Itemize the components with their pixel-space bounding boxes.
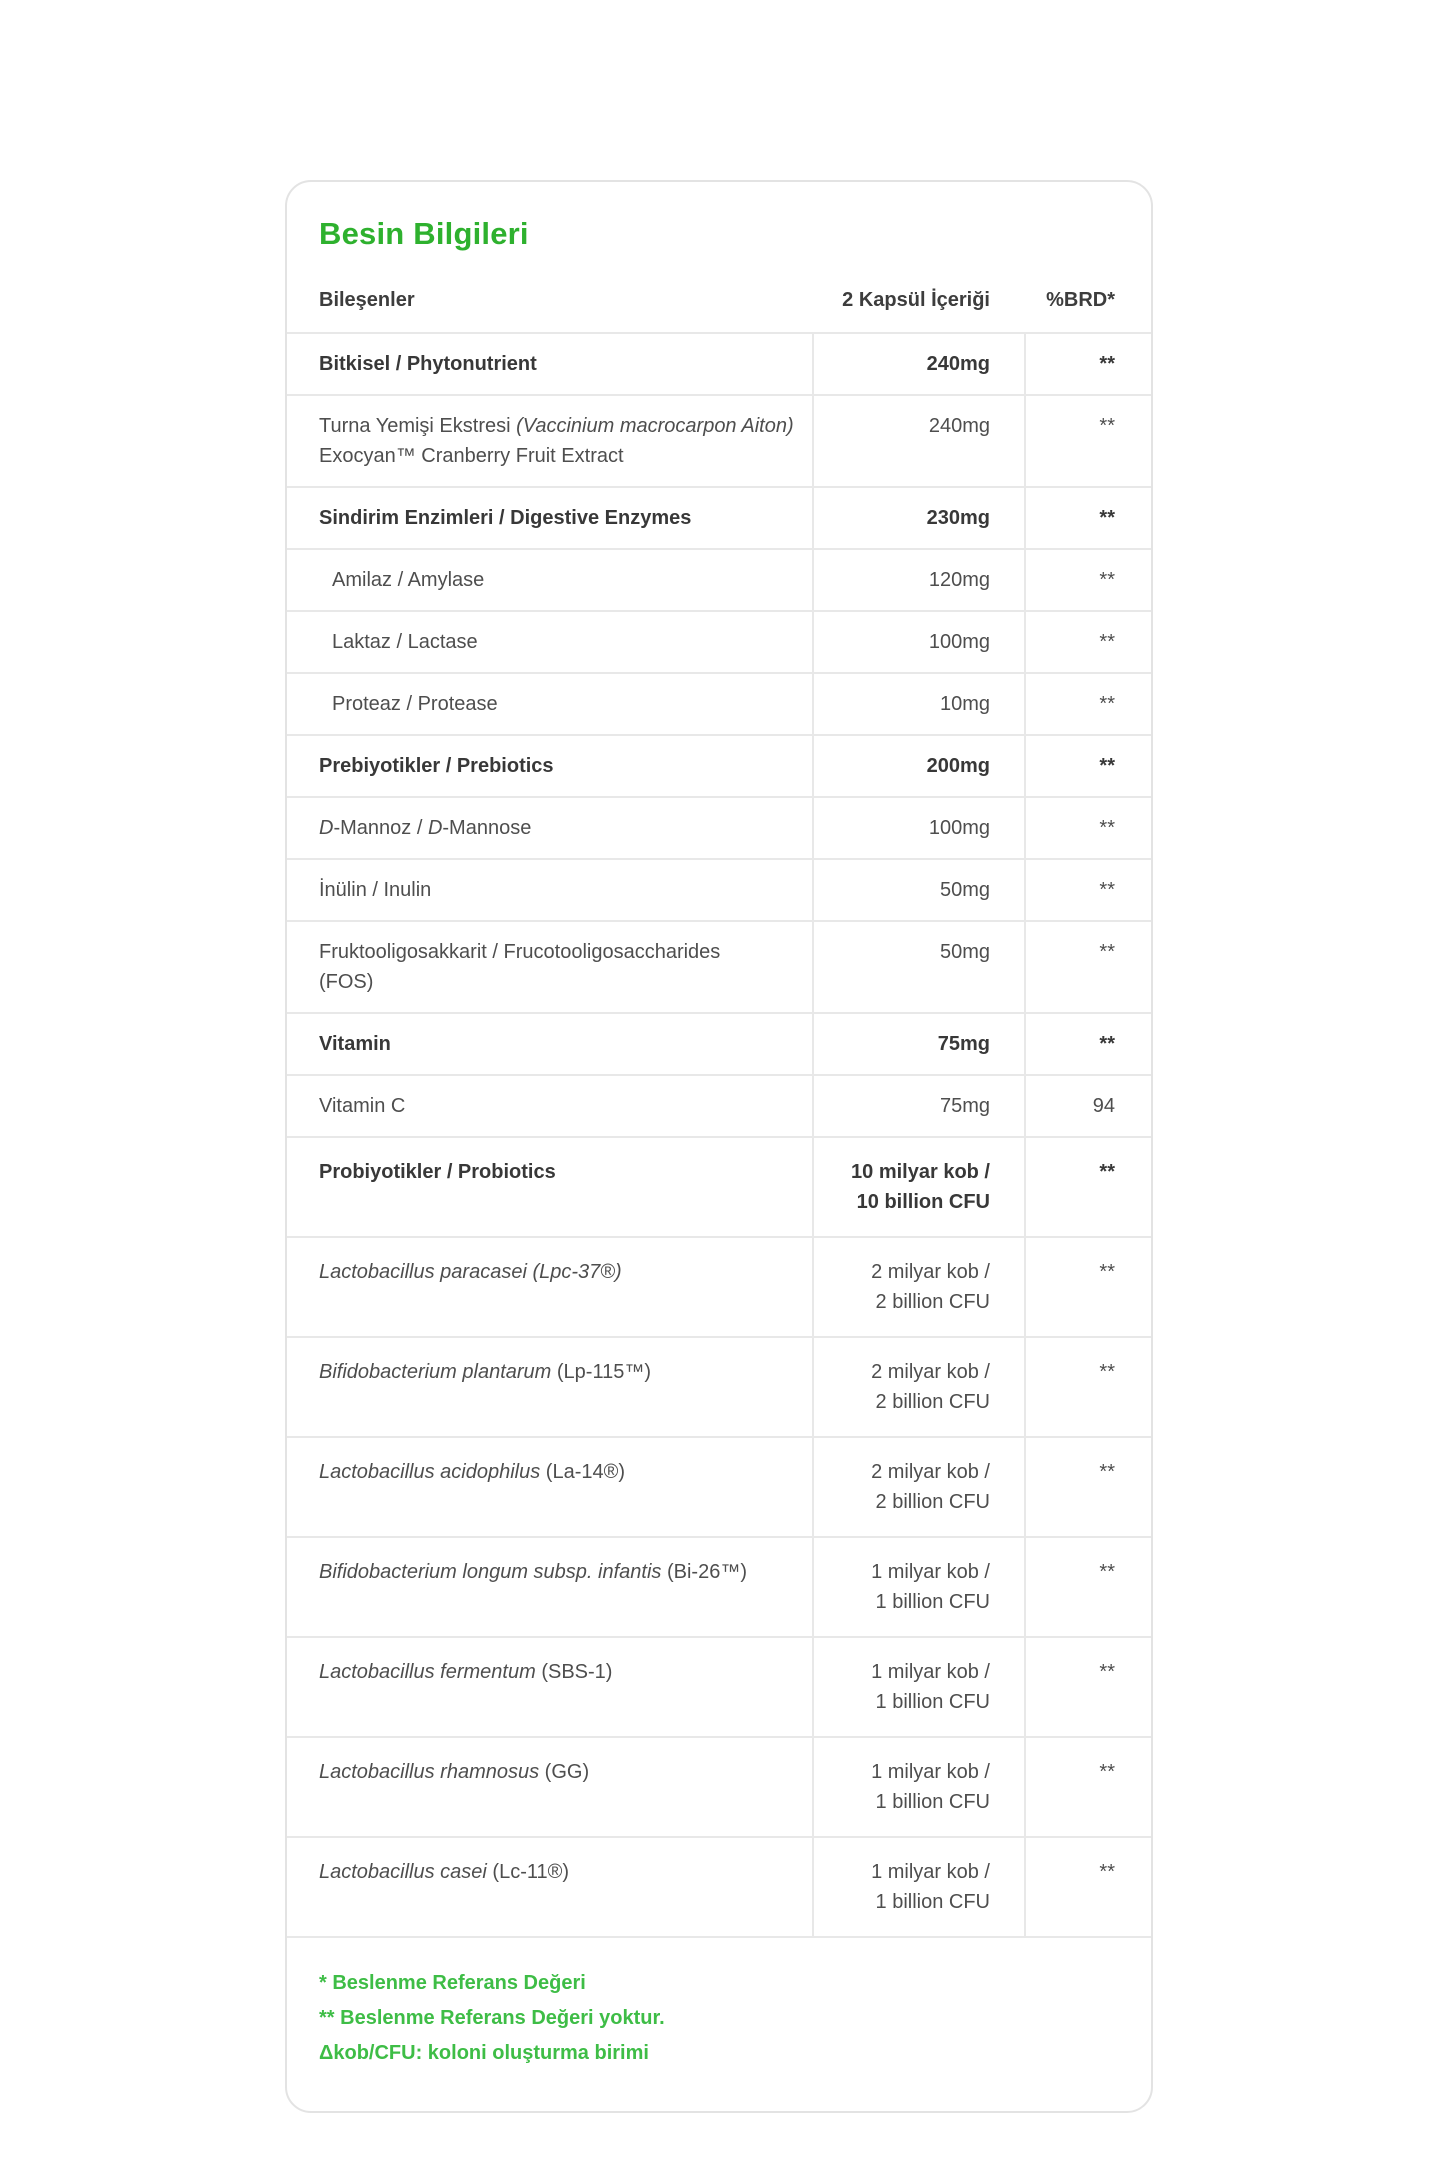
ingredient-name: Turna Yemişi Ekstresi (Vaccinium macrocarpon Aiton) Exocyan™ Cranberry Fruit Extract [319,415,794,467]
ingredient-name: Bitkisel / Phytonutrient [319,353,537,375]
footnote-no-brd: ** Beslenme Referans Değeri yoktur. [319,2007,665,2029]
footnote-cfu-legend: Δkob/CFU: koloni oluşturma birimi [319,2042,649,2064]
brd-value: ** [1024,1014,1151,1074]
brd-value: ** [1024,612,1151,672]
brd-value: ** [1024,798,1151,858]
ingredient-name: İnülin / Inulin [319,879,432,901]
amount-value: 50mg [812,922,1024,1012]
amount-value: 75mg [812,1014,1024,1074]
ingredient-name: Fruktooligosakkarit / Frucotooligosaccharides (FOS) [319,941,721,993]
table-row [287,1012,1151,1074]
amount-value: 50mg [812,860,1024,920]
table-row [287,734,1151,796]
column-header-ingredients: Bileşenler [319,289,415,311]
brd-value: ** [1024,1538,1151,1636]
amount-value: 75mg [812,1076,1024,1136]
ingredient-name: Bifidobacterium plantarum (Lp-115™) [319,1361,652,1383]
brd-value: ** [1024,334,1151,394]
brd-value: ** [1024,1438,1151,1536]
brd-value: ** [1024,396,1151,486]
table-row [287,1836,1151,1936]
ingredient-name: Lactobacillus acidophilus (La-14®) [319,1461,626,1483]
brd-value: ** [1024,488,1151,548]
table-row [287,486,1151,548]
ingredient-name: Lactobacillus paracasei (Lpc-37®) [319,1261,622,1283]
table-row [287,1436,1151,1536]
table-row [287,672,1151,734]
amount-value: 1 milyar kob / 1 billion CFU [812,1738,1024,1836]
amount-value: 100mg [812,612,1024,672]
ingredient-name: Probiyotikler / Probiotics [319,1161,556,1183]
amount-value: 2 milyar kob / 2 billion CFU [812,1338,1024,1436]
ingredient-name: Laktaz / Lactase [332,631,478,653]
brd-value: ** [1024,1238,1151,1336]
table-row [287,334,1151,394]
table-row [287,1336,1151,1436]
table-row [287,1536,1151,1636]
brd-value: ** [1024,1638,1151,1736]
table-row [287,394,1151,486]
brd-value: ** [1024,922,1151,1012]
amount-value: 230mg [812,488,1024,548]
brd-value: ** [1024,1838,1151,1936]
ingredient-name: Lactobacillus casei (Lc-11®) [319,1861,570,1883]
brd-value: ** [1024,860,1151,920]
amount-value: 120mg [812,550,1024,610]
amount-value: 2 milyar kob / 2 billion CFU [812,1238,1024,1336]
table-row [287,1074,1151,1136]
table-row [287,1736,1151,1836]
ingredient-name: Bifidobacterium longum subsp. infantis (Bi-26™) [319,1561,747,1583]
amount-value: 1 milyar kob / 1 billion CFU [812,1838,1024,1936]
ingredient-name: D-Mannoz / D-Mannose [319,817,532,839]
brd-value: ** [1024,1338,1151,1436]
amount-value: 2 milyar kob / 2 billion CFU [812,1438,1024,1536]
brd-value: 94 [1024,1076,1151,1136]
brd-value: ** [1024,550,1151,610]
table-row [287,858,1151,920]
column-header-brd: %BRD* [1046,289,1115,311]
table-row [287,920,1151,1012]
brd-value: ** [1024,736,1151,796]
table-row [287,1136,1151,1236]
table-body [287,334,1151,1936]
amount-value: 240mg [812,334,1024,394]
amount-value: 100mg [812,798,1024,858]
table-row [287,1636,1151,1736]
amount-value: 200mg [812,736,1024,796]
amount-value: 240mg [812,396,1024,486]
ingredient-name: Vitamin [319,1033,391,1055]
amount-value: 10mg [812,674,1024,734]
brd-value: ** [1024,674,1151,734]
ingredient-name: Proteaz / Protease [332,693,498,715]
ingredient-name: Amilaz / Amylase [332,569,485,591]
brd-value: ** [1024,1138,1151,1236]
column-header-amount: 2 Kapsül İçeriği [842,289,990,311]
ingredient-name: Lactobacillus rhamnosus (GG) [319,1761,590,1783]
table-row [287,548,1151,610]
footnotes [287,1936,1151,2111]
page-title: Besin Bilgileri [319,216,529,251]
ingredient-name: Lactobacillus fermentum (SBS-1) [319,1661,613,1683]
table-header [287,280,1151,334]
table-row [287,1236,1151,1336]
amount-value: 10 milyar kob / 10 billion CFU [812,1138,1024,1236]
table-row [287,796,1151,858]
footnote-brd: * Beslenme Referans Değeri [319,1972,586,1994]
nutrition-facts-card [285,180,1153,2113]
brd-value: ** [1024,1738,1151,1836]
amount-value: 1 milyar kob / 1 billion CFU [812,1538,1024,1636]
ingredient-name: Sindirim Enzimleri / Digestive Enzymes [319,507,692,529]
amount-value: 1 milyar kob / 1 billion CFU [812,1638,1024,1736]
ingredient-name: Vitamin C [319,1095,406,1117]
ingredient-name: Prebiyotikler / Prebiotics [319,755,554,777]
table-row [287,610,1151,672]
